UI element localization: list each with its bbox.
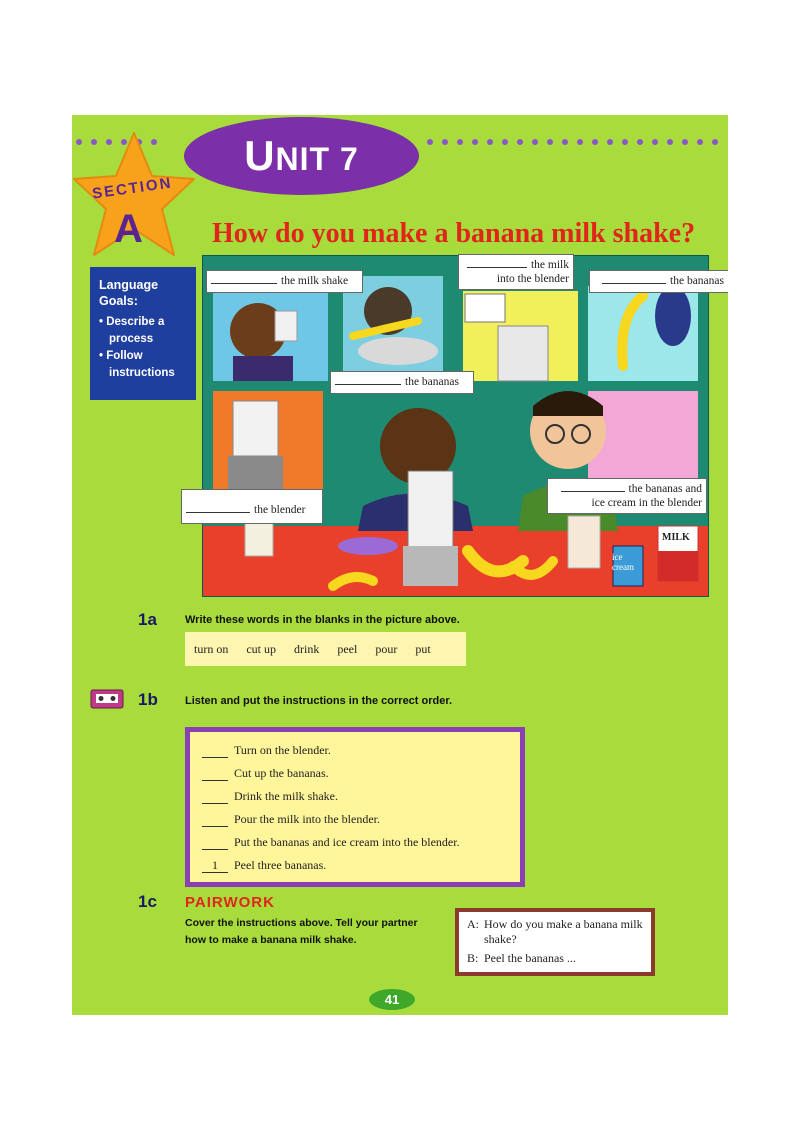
section-letter: A — [114, 207, 143, 251]
exercise-1b-instruction: Listen and put the instructions in the correct order. — [185, 695, 453, 707]
word-bank-item: turn on — [194, 641, 229, 656]
goal-item: • Describe a process — [99, 316, 165, 345]
illustration-art — [203, 256, 708, 596]
exercise-1a-instruction: Write these words in the blanks in the picture above. — [185, 614, 460, 626]
instructions-list — [185, 727, 525, 887]
cup-text: ice cream — [612, 552, 634, 572]
list-item: Cut up the bananas. — [202, 762, 520, 785]
unit-title: UNIT 7 — [244, 132, 359, 179]
order-blank[interactable] — [202, 766, 228, 781]
cassette-tape-icon — [90, 689, 124, 709]
dialog-line: A: How do you make a banana milk shake? — [467, 917, 643, 946]
textbook-page — [72, 115, 728, 1015]
picture-label-put: the bananas and ice cream in the blender — [547, 478, 707, 514]
milkshake-illustration — [202, 255, 709, 597]
word-bank-item: cut up — [246, 641, 277, 656]
list-item: Pour the milk into the blender. — [202, 808, 520, 831]
word-bank — [185, 632, 466, 666]
goal-item: • Follow instructions — [99, 350, 175, 379]
list-item: Put the bananas and ice cream into the blender. — [202, 831, 520, 854]
dialog-line: B: Peel the bananas ... — [467, 951, 576, 965]
order-blank[interactable] — [202, 812, 228, 827]
pairwork-title: PAIRWORK — [185, 894, 275, 911]
carton-text: MILK — [662, 532, 690, 543]
page-title: How do you make a banana milk shake? — [212, 218, 696, 249]
exercise-1a-number: 1a — [138, 610, 157, 629]
picture-label-drink: the milk shake — [206, 270, 363, 293]
order-blank[interactable]: 1 — [202, 858, 228, 873]
picture-label-turn-on: the blender — [181, 489, 323, 524]
picture-label-peel: the bananas — [589, 270, 728, 293]
list-item: 1 Peel three bananas. — [202, 854, 520, 877]
order-blank[interactable] — [202, 743, 228, 758]
list-item: Turn on the blender. — [202, 739, 520, 762]
exercise-1b-number: 1b — [138, 690, 158, 709]
page-number: 41 — [369, 989, 415, 1010]
section-label: SECTION — [91, 174, 174, 203]
list-item: Drink the milk shake. — [202, 785, 520, 808]
example-dialog — [455, 908, 655, 976]
word-bank-item: drink — [294, 641, 320, 656]
word-bank-item: put — [415, 641, 431, 656]
unit-banner — [184, 117, 419, 195]
order-blank[interactable] — [202, 789, 228, 804]
word-bank-item: peel — [337, 641, 358, 656]
language-goals-box — [90, 267, 196, 400]
order-blank[interactable] — [202, 835, 228, 850]
picture-label-cut-up: the bananas — [330, 371, 474, 394]
picture-label-pour: the milk into the blender — [458, 254, 574, 290]
dot-row-right — [427, 139, 718, 147]
exercise-1c-number: 1c — [138, 892, 157, 911]
pairwork-description: Cover the instructions above. Tell your partner how to make a banana milk shake. — [185, 917, 418, 946]
word-bank-item: pour — [375, 641, 398, 656]
language-goals-heading: Language Goals: — [99, 278, 159, 308]
